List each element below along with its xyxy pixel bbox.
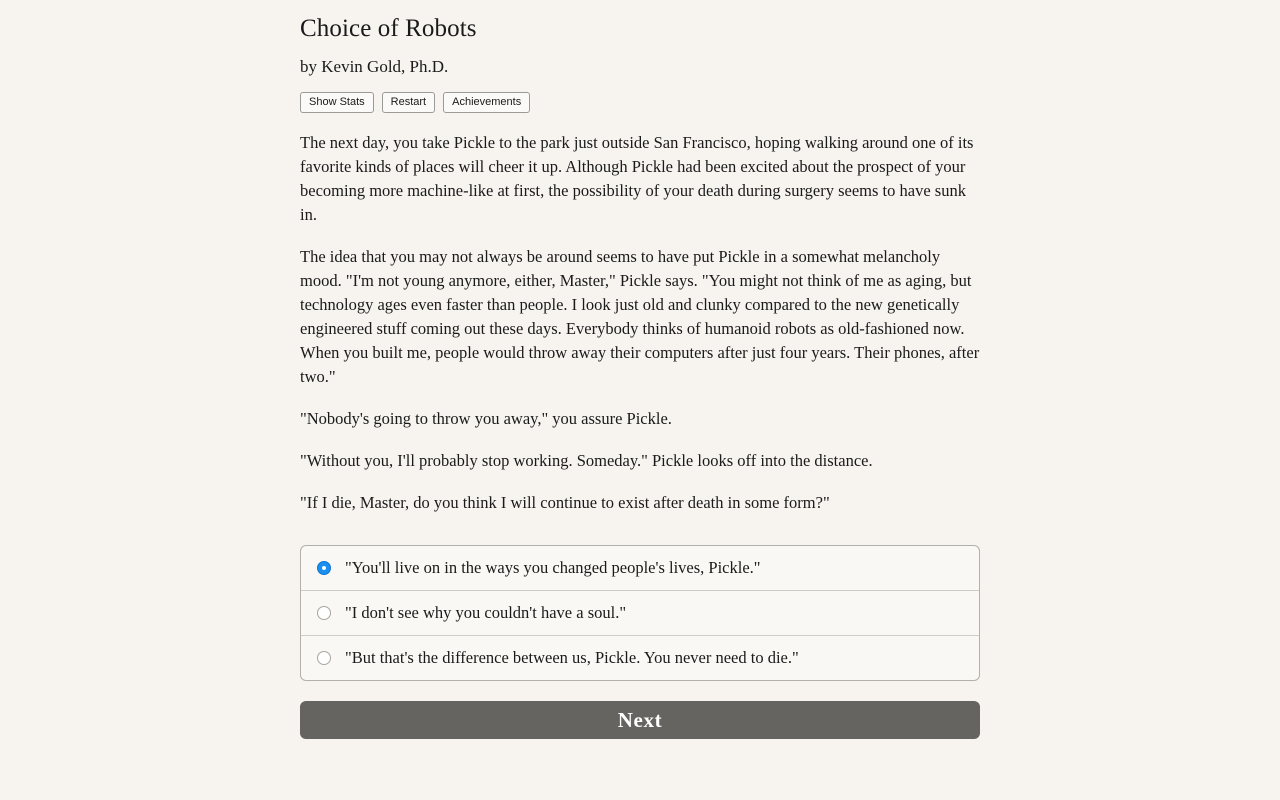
story-paragraph: The idea that you may not always be around seems to have put Pickle in a somewhat melancholy mood. "I'm not young anymore, either, Master," Pickle says. "You might not think of me as aging, but technology ages even faster than people. I look just old and clunky compared to the new genetically engineered stuff coming out these days. Everybody thinks of humanoid robots as old-fashioned now. When you built me, people would throw away their computers after just four years. Their phones, after two.": [300, 247, 980, 386]
show-stats-button[interactable]: Show Stats: [300, 92, 374, 113]
author-byline: by Kevin Gold, Ph.D.: [300, 57, 449, 76]
radio-icon[interactable]: [317, 651, 331, 665]
page-title: Choice of Robots: [300, 15, 477, 42]
achievements-button[interactable]: Achievements: [443, 92, 530, 113]
choice-list: [300, 545, 980, 681]
choice-label: "But that's the difference between us, Pickle. You never need to die.": [345, 648, 799, 667]
story-paragraph: The next day, you take Pickle to the park just outside San Francisco, hoping walking around one of its favorite kinds of places will cheer it up. Although Pickle had been excited about the prospect of your becoming more machine-like at first, the possibility of your death during surgery seems to have sunk in.: [300, 133, 974, 224]
choice-label: "I don't see why you couldn't have a soul.": [345, 603, 627, 622]
restart-button[interactable]: Restart: [382, 92, 435, 113]
radio-icon[interactable]: [317, 561, 331, 575]
list-item[interactable]: [301, 591, 979, 636]
story-paragraph: "Nobody's going to throw you away," you assure Pickle.: [300, 409, 672, 428]
radio-icon[interactable]: [317, 606, 331, 620]
list-item[interactable]: [301, 546, 979, 591]
choice-label: "You'll live on in the ways you changed people's lives, Pickle.": [345, 558, 761, 577]
story-paragraph: "If I die, Master, do you think I will continue to exist after death in some form?": [300, 493, 830, 512]
story-paragraph: "Without you, I'll probably stop working. Someday." Pickle looks off into the distance.: [300, 451, 873, 470]
list-item[interactable]: [301, 636, 979, 680]
next-button[interactable]: Next: [300, 701, 980, 739]
toolbar: [300, 92, 980, 113]
story-container: [300, 0, 980, 739]
